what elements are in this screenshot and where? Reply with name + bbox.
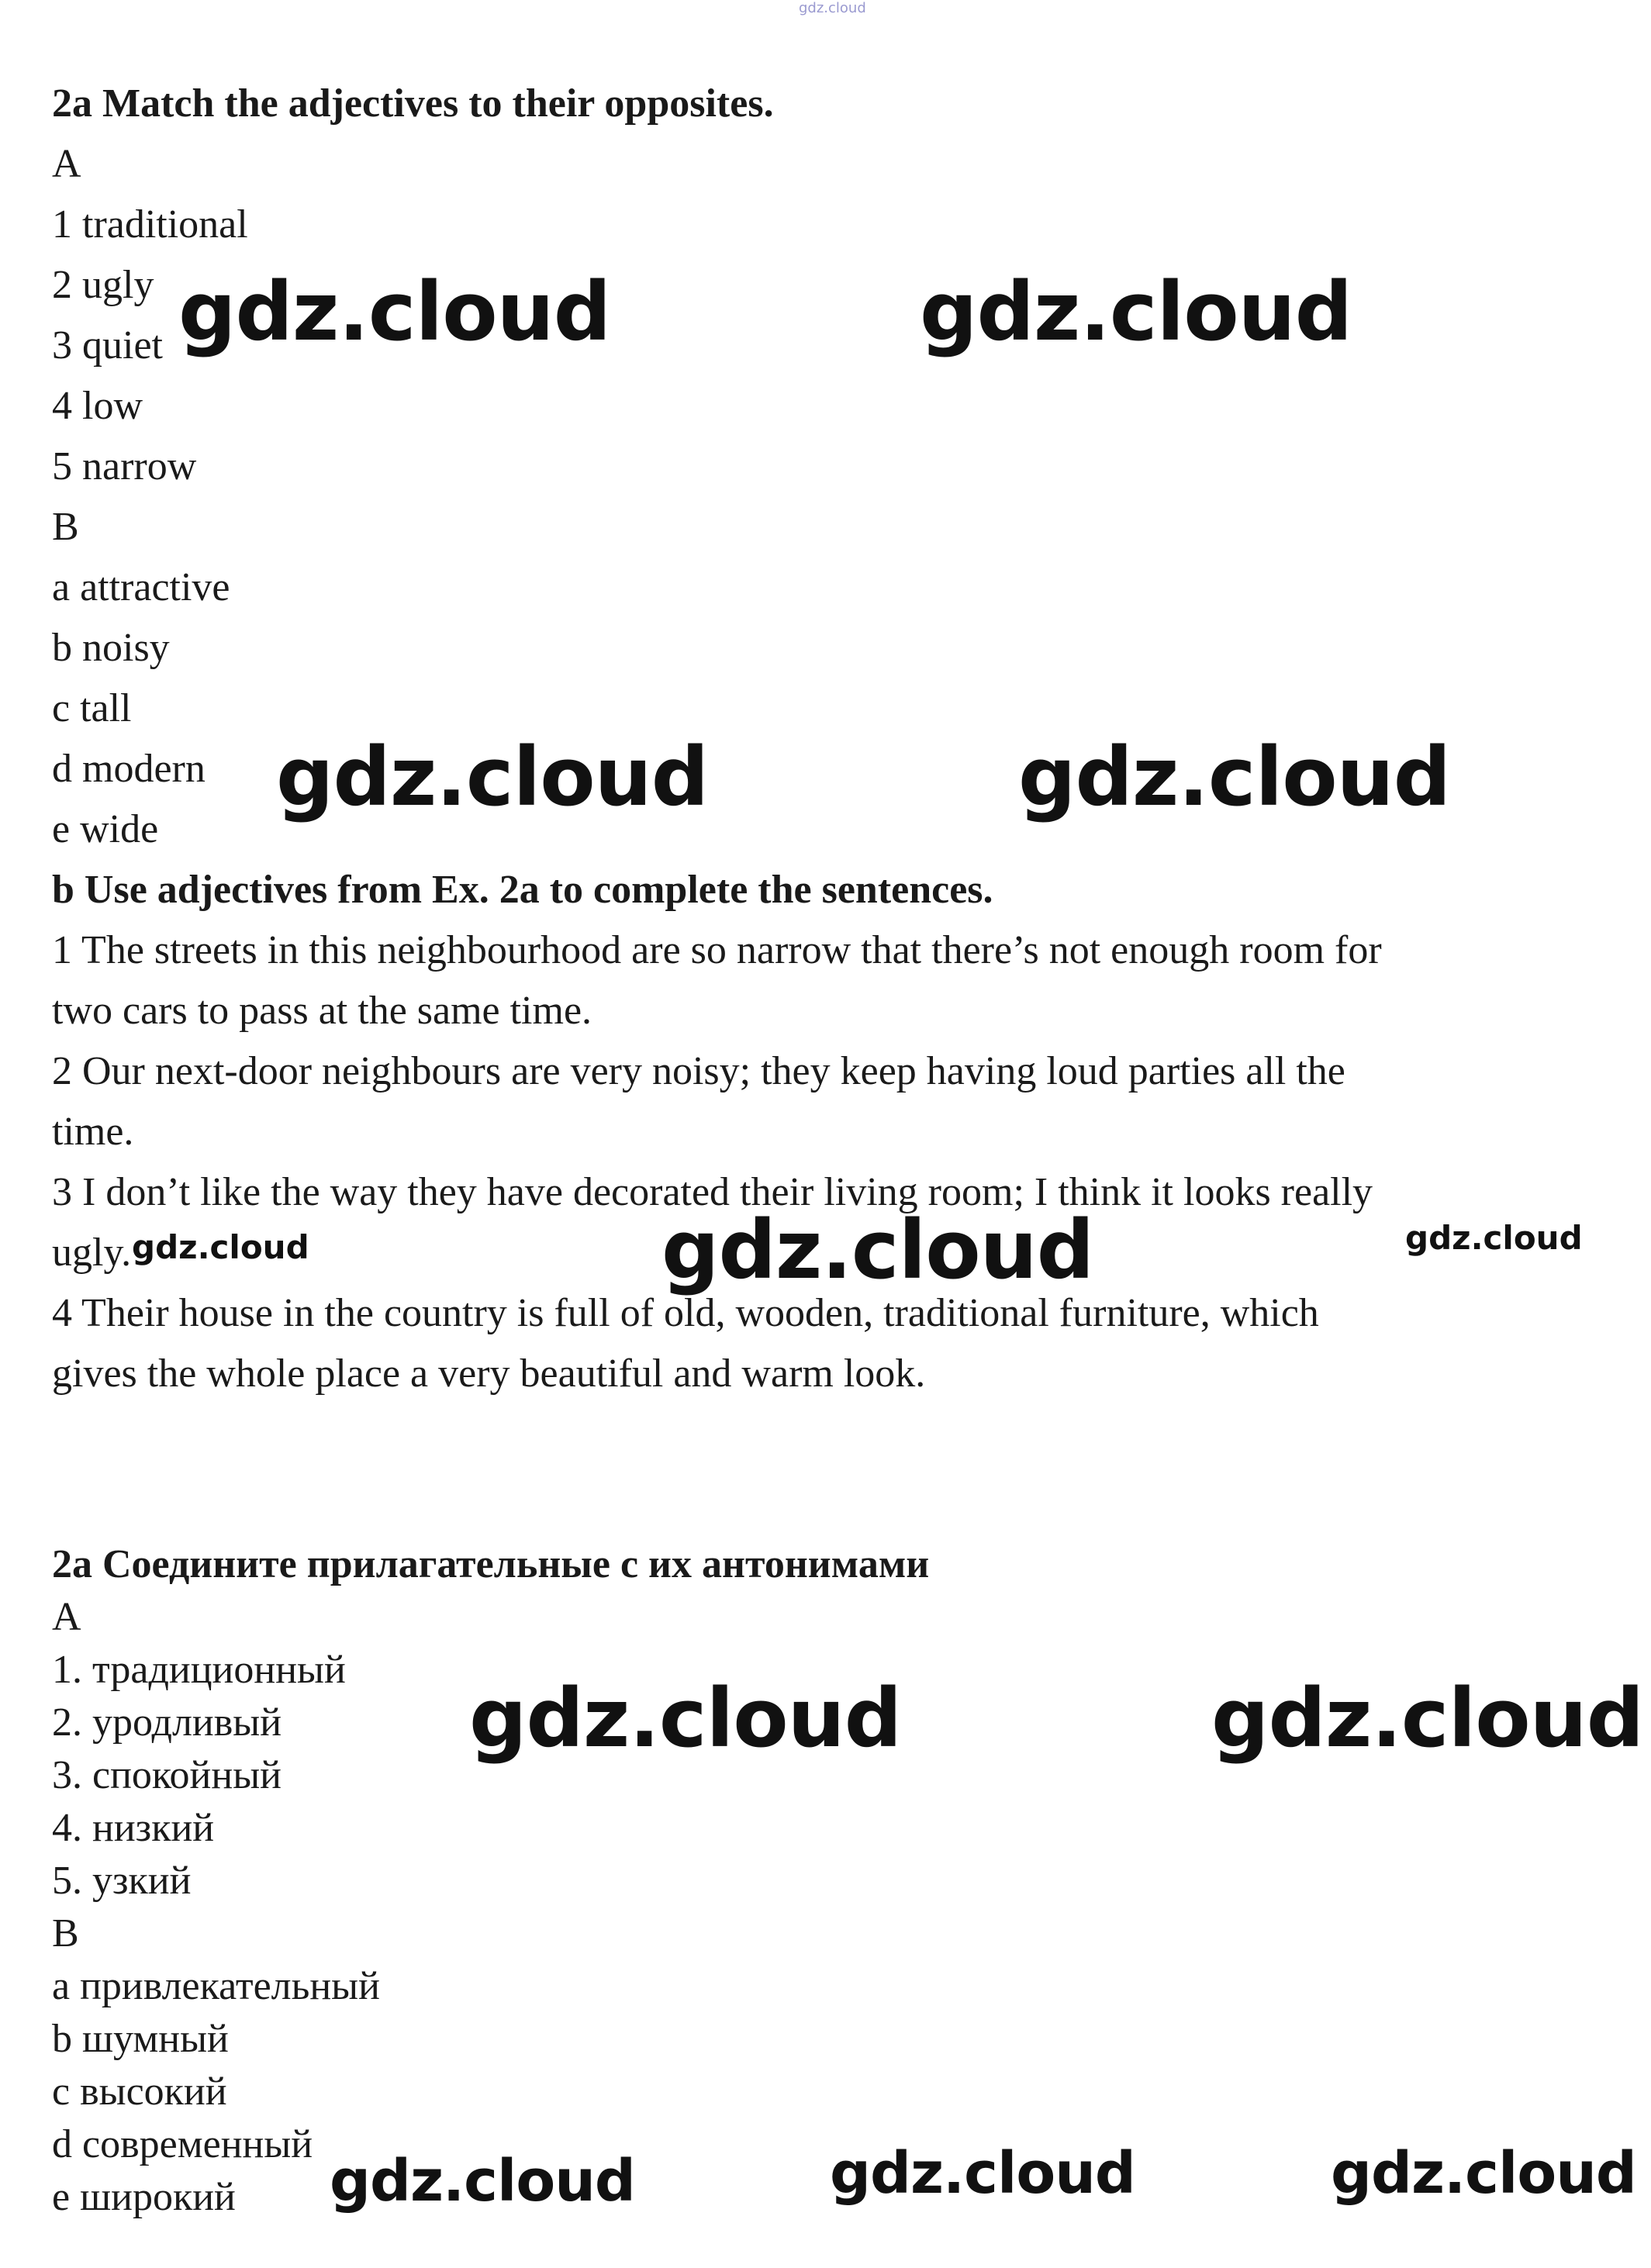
column-b-label-ru: B xyxy=(52,1911,79,1956)
watermark: gdz.cloud xyxy=(1331,2140,1636,2207)
watermark: gdz.cloud xyxy=(178,264,611,359)
col-b-item-c-ru: c высокий xyxy=(52,2070,227,2114)
sentence-line: 2 Our next-door neighbours are very noisy; they keep having loud parties all the xyxy=(52,1049,1345,1093)
col-b-item-d-en: d modern xyxy=(52,747,206,791)
col-a-item-2-en: 2 ugly xyxy=(52,263,154,307)
watermark: gdz.cloud xyxy=(330,2148,635,2214)
sentence-line: 1 The streets in this neighbourhood are so narrow that there’s not enough room for xyxy=(52,928,1382,972)
sentence-line: time. xyxy=(52,1110,134,1154)
col-b-item-c-en: c tall xyxy=(52,686,132,730)
column-b-label-en: B xyxy=(52,505,79,549)
col-a-item-4-en: 4 low xyxy=(52,384,143,428)
watermark: gdz.cloud xyxy=(830,2140,1135,2207)
col-b-item-a-ru: a привлекательный xyxy=(52,1964,380,2008)
sentence-line: 4 Their house in the country is full of old, wooden, traditional furniture, which xyxy=(52,1291,1319,1335)
exercise-title-en: 2a Match the adjectives to their opposites. xyxy=(52,81,774,126)
watermark: gdz.cloud xyxy=(1405,1219,1583,1257)
sentence-line: gives the whole place a very beautiful and warm look. xyxy=(52,1351,926,1396)
part-b-title: b Use adjectives from Ex. 2a to complete the sentences. xyxy=(52,868,993,912)
col-a-item-3-ru: 3. спокойный xyxy=(52,1753,281,1797)
watermark: gdz.cloud xyxy=(920,264,1352,359)
column-a-label-ru: A xyxy=(52,1595,81,1639)
watermark: gdz.cloud xyxy=(1211,1671,1644,1766)
sentence-line: ugly. xyxy=(52,1231,132,1275)
col-a-item-2-ru: 2. уродливый xyxy=(52,1700,282,1745)
watermark: gdz.cloud xyxy=(661,1203,1094,1297)
watermark: gdz.cloud xyxy=(1018,730,1451,824)
col-a-item-5-ru: 5. узкий xyxy=(52,1859,192,1903)
watermark: gdz.cloud xyxy=(276,730,709,824)
col-b-item-b-ru: b шумный xyxy=(52,2017,229,2061)
column-a-label-en: A xyxy=(52,142,81,186)
watermark: gdz.cloud xyxy=(469,1671,902,1766)
col-a-item-1-en: 1 traditional xyxy=(52,202,248,247)
sentence-line: two cars to pass at the same time. xyxy=(52,989,592,1033)
exercise-title-ru: 2a Соедините прилагательные с их антонимами xyxy=(52,1542,930,1586)
col-a-item-4-ru: 4. низкий xyxy=(52,1806,215,1850)
col-b-item-a-en: a attractive xyxy=(52,565,230,609)
col-a-item-3-en: 3 quiet xyxy=(52,323,163,368)
sentence-line: 3 I don’t like the way they have decorated their living room; I think it looks really xyxy=(52,1170,1373,1214)
col-b-item-d-ru: d современный xyxy=(52,2122,313,2166)
col-a-item-5-en: 5 narrow xyxy=(52,444,197,488)
watermark: gdz.cloud xyxy=(132,1228,309,1266)
col-b-item-b-en: b noisy xyxy=(52,626,170,670)
col-a-item-1-ru: 1. традиционный xyxy=(52,1648,346,1692)
col-b-item-e-en: e wide xyxy=(52,807,159,851)
top-watermark: gdz.cloud xyxy=(799,0,866,16)
col-b-item-e-ru: e широкий xyxy=(52,2175,236,2219)
